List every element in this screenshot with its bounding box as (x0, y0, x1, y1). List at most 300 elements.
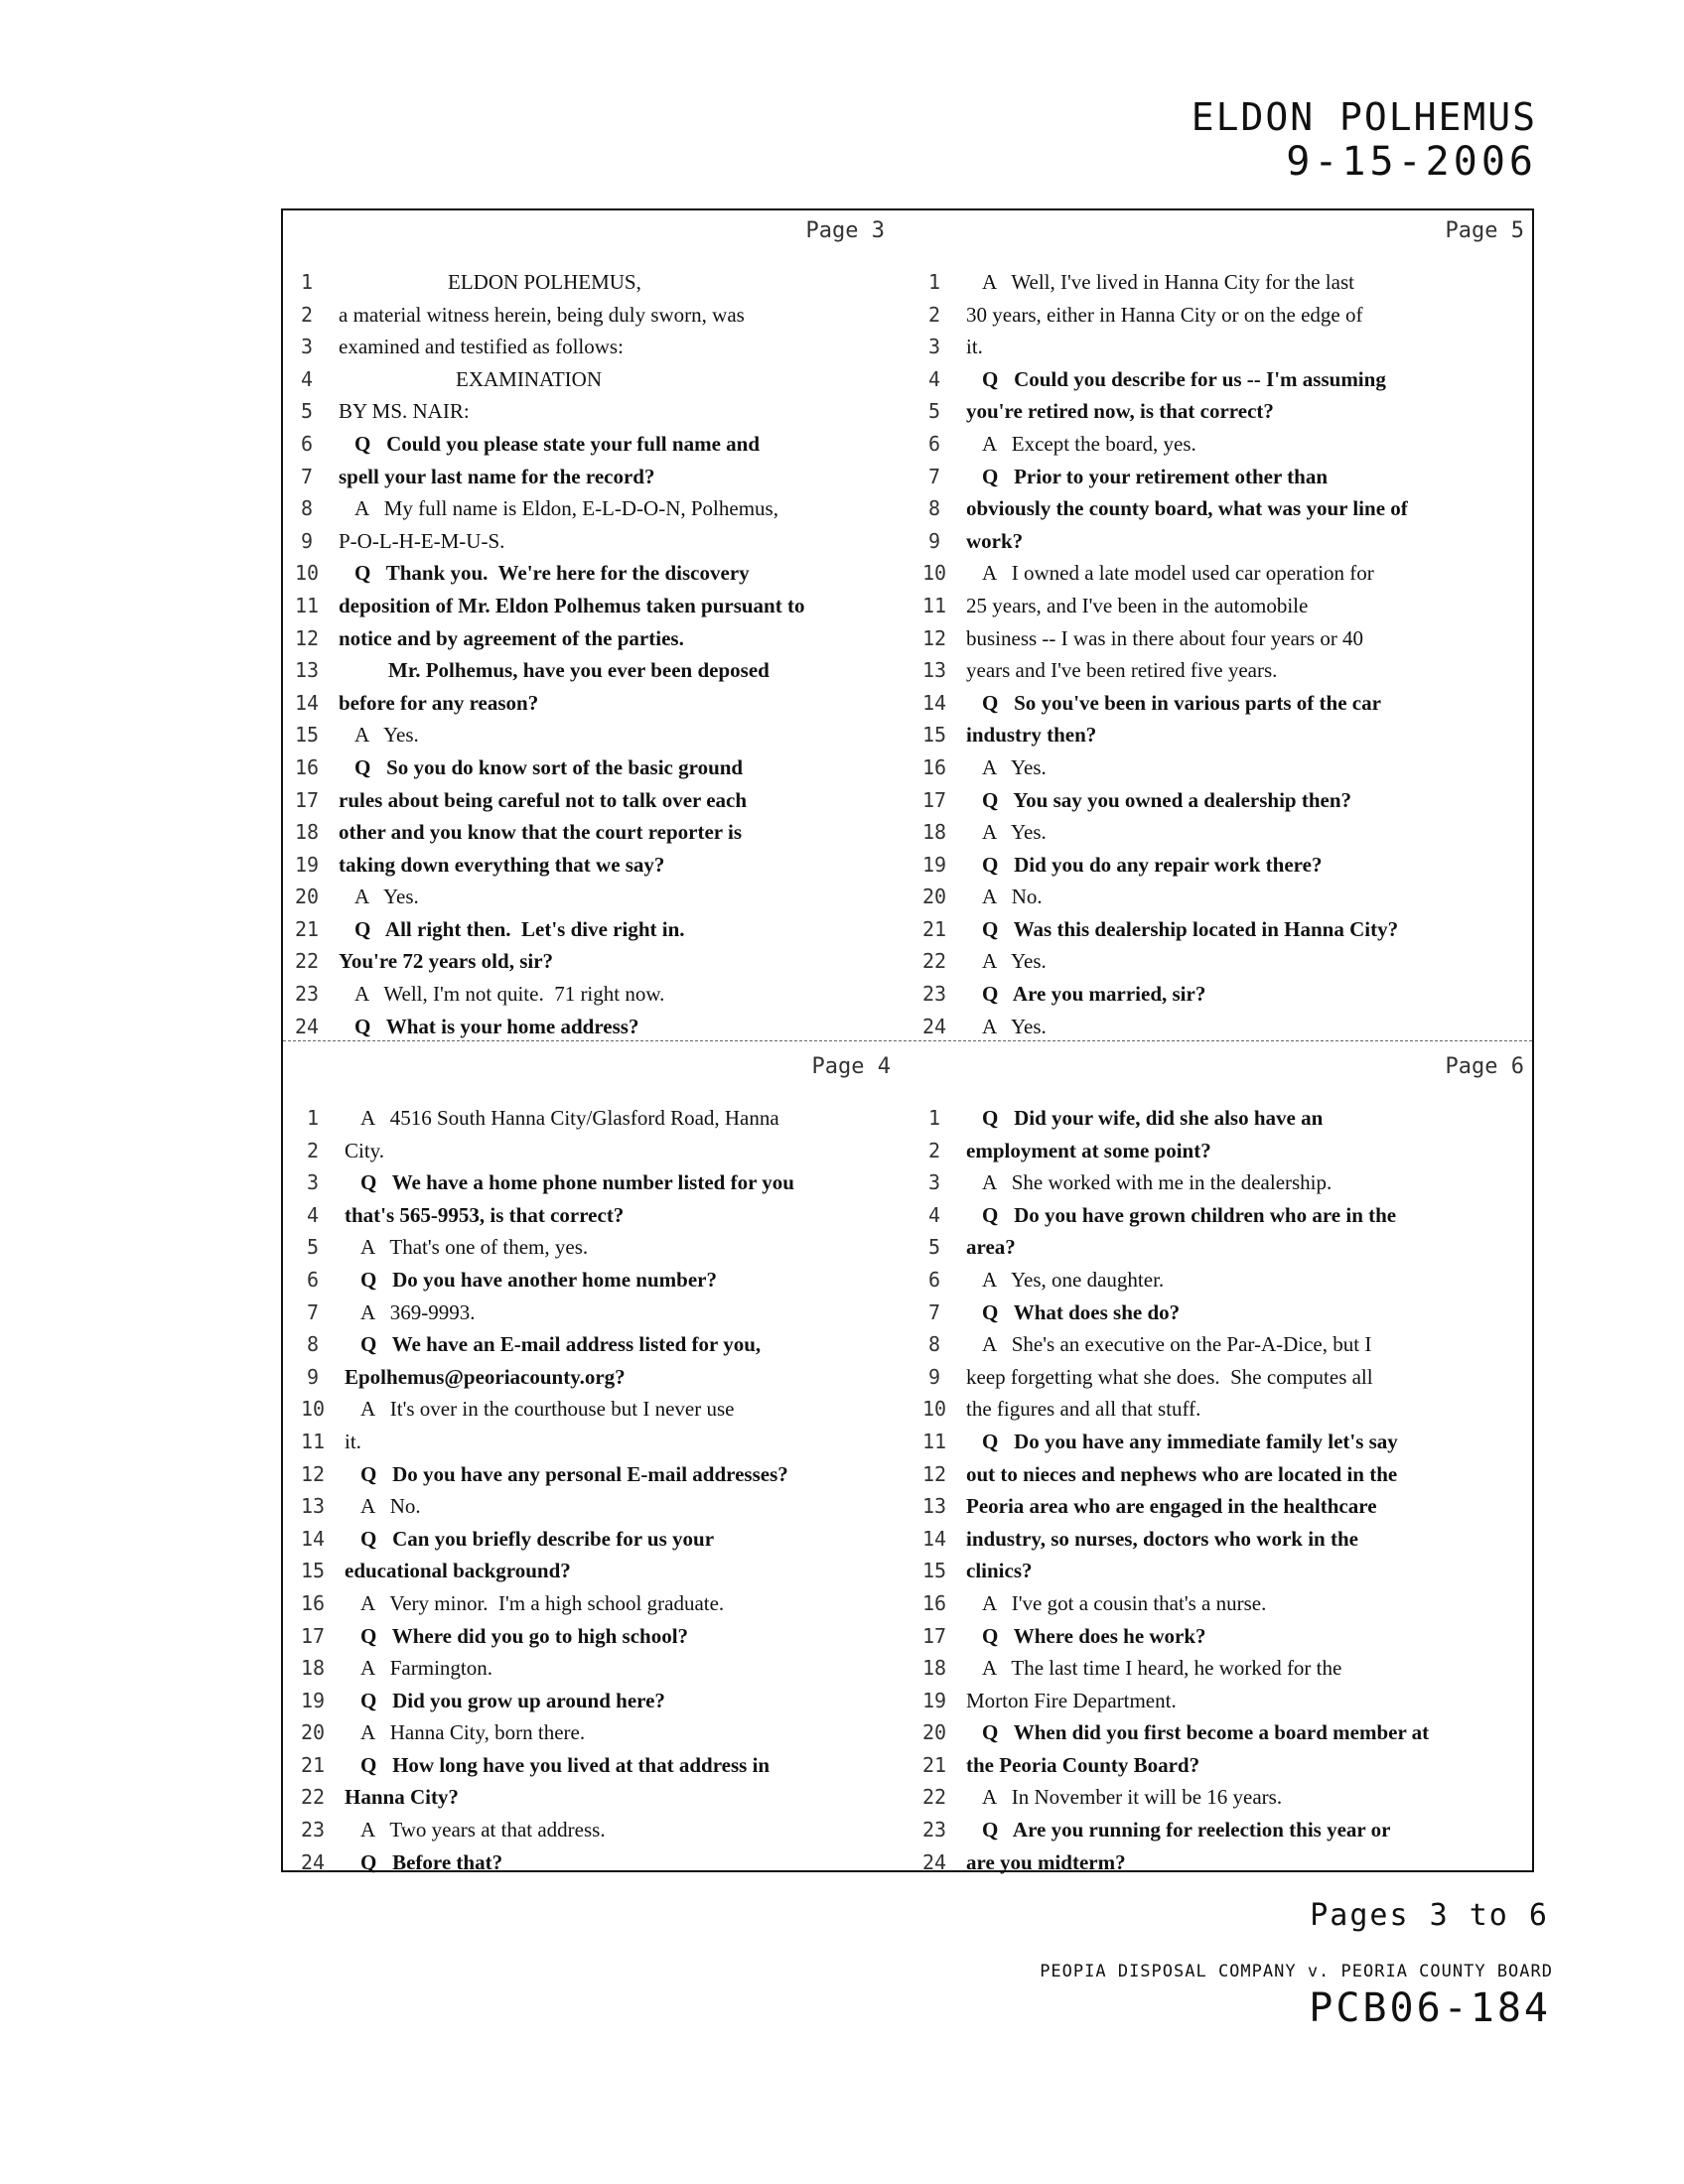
transcript-line (914, 1846, 1532, 1879)
line-text: A 369-9993. (360, 1299, 476, 1324)
line-number: 17 (921, 787, 947, 812)
line-text: A Yes. (982, 754, 1047, 779)
line-number: 15 (294, 723, 320, 748)
line-text: Q Could you please state your full name and (354, 431, 760, 456)
line-number: 22 (921, 949, 947, 974)
line-text: A It's over in the courthouse but I never use (360, 1397, 735, 1422)
line-text: Hanna City? (345, 1785, 459, 1810)
transcript-line (293, 1102, 911, 1135)
line-number: 8 (300, 496, 314, 521)
line-number: 9 (927, 1364, 941, 1389)
line-number: 4 (927, 366, 941, 391)
transcript-line (287, 816, 905, 849)
line-text: industry then? (966, 723, 1097, 748)
page-number-label: Page 6 (1445, 1054, 1524, 1079)
line-text: Q Do you have any personal E-mail addresses? (360, 1461, 788, 1486)
line-text: A Well, I'm not quite. 71 right now. (354, 982, 665, 1007)
line-text: keep forgetting what she does. She computes all (966, 1364, 1373, 1389)
line-number: 17 (921, 1623, 947, 1648)
line-text: A 4516 South Hanna City/Glasford Road, Hanna (360, 1106, 779, 1130)
line-number: 6 (927, 1267, 941, 1292)
line-number: 20 (921, 885, 947, 909)
line-text: Peoria area who are engaged in the healthcare (966, 1494, 1377, 1519)
line-text: a material witness herein, being duly sworn, was (339, 302, 745, 327)
line-number: 23 (921, 1818, 947, 1843)
transcript-line (914, 492, 1532, 525)
line-number: 5 (300, 399, 314, 424)
line-text: A Two years at that address. (360, 1818, 606, 1843)
transcript-line (287, 266, 905, 299)
transcript-line (914, 816, 1532, 849)
line-number: 14 (294, 690, 320, 715)
transcript-line (914, 1652, 1532, 1685)
transcript-page-panel (914, 1046, 1532, 1874)
line-text: obviously the county board, what was your line of (966, 496, 1408, 521)
transcript-line (914, 1166, 1532, 1199)
line-number: 21 (921, 1752, 947, 1777)
line-number: 17 (300, 1623, 326, 1648)
line-text: Q When did you first become a board member at (982, 1720, 1430, 1745)
transcript-line (293, 1264, 911, 1297)
transcript-line (914, 1231, 1532, 1264)
line-text: Q We have a home phone number listed for you (360, 1170, 794, 1195)
transcript-line (287, 461, 905, 493)
line-number: 1 (927, 1106, 941, 1130)
transcript-line (293, 1781, 911, 1814)
line-number: 23 (294, 982, 320, 1007)
transcript-line (293, 1587, 911, 1620)
line-text: Q Where does he work? (982, 1623, 1206, 1648)
transcript-line (914, 1781, 1532, 1814)
line-text: A My full name is Eldon, E-L-D-O-N, Polhemus, (354, 496, 778, 521)
line-text: Q What is your home address? (354, 1014, 639, 1038)
line-text: taking down everything that we say? (339, 852, 665, 877)
transcript-line (287, 492, 905, 525)
transcript-line (287, 945, 905, 978)
line-number: 24 (294, 1014, 320, 1038)
line-number: 20 (300, 1720, 326, 1745)
line-number: 19 (921, 1688, 947, 1712)
line-number: 1 (300, 270, 314, 294)
line-text: industry, so nurses, doctors who work in the (966, 1526, 1358, 1551)
line-number: 18 (921, 820, 947, 845)
transcript-lines (914, 266, 1532, 1042)
page-number-label: Page 3 (805, 218, 885, 243)
line-number: 3 (927, 335, 941, 359)
transcript-line (293, 1135, 911, 1167)
line-number: 10 (921, 561, 947, 586)
transcript-line (287, 428, 905, 461)
transcript-line (914, 1297, 1532, 1329)
transcript-line (914, 945, 1532, 978)
line-text: it. (966, 335, 983, 359)
line-number: 16 (300, 1590, 326, 1615)
page-range-label: Pages 3 to 6 (1310, 1898, 1549, 1933)
line-text: that's 565-9953, is that correct? (345, 1202, 625, 1227)
transcript-line (914, 525, 1532, 558)
line-number: 21 (921, 916, 947, 941)
transcript-line (293, 1685, 911, 1717)
docket-number: PCB06-184 (1309, 1985, 1551, 2031)
line-text: employment at some point? (966, 1138, 1211, 1162)
line-text: Q Do you have grown children who are in the (982, 1202, 1397, 1227)
transcript-line (914, 1716, 1532, 1749)
line-number: 2 (927, 1138, 941, 1162)
line-text: A In November it will be 16 years. (982, 1785, 1283, 1810)
transcript-line (287, 913, 905, 946)
line-text: Q Prior to your retirement other than (982, 464, 1328, 488)
line-number: 5 (927, 399, 941, 424)
transcript-line (914, 1328, 1532, 1361)
line-text: A Very minor. I'm a high school graduate. (360, 1590, 725, 1615)
line-text: Q Where did you go to high school? (360, 1623, 689, 1648)
line-text: work? (966, 528, 1024, 553)
line-text: notice and by agreement of the parties. (339, 625, 684, 650)
transcript-page-panel (914, 210, 1532, 1038)
transcript-page-panel (293, 1046, 911, 1874)
transcript-line (287, 622, 905, 655)
line-text: Q Did your wife, did she also have an (982, 1106, 1324, 1130)
transcript-line (914, 1749, 1532, 1782)
line-number: 24 (300, 1849, 326, 1874)
line-text: Q We have an E-mail address listed for you, (360, 1332, 762, 1357)
transcript-line (287, 590, 905, 622)
transcript-line (293, 1523, 911, 1556)
transcript-line (914, 266, 1532, 299)
transcript-line (914, 1361, 1532, 1394)
line-text: Q Thank you. We're here for the discovery (354, 561, 750, 586)
line-text: Q Could you describe for us -- I'm assuming (982, 366, 1386, 391)
transcript-line (914, 331, 1532, 363)
transcript-line (293, 1555, 911, 1587)
transcript-line (287, 525, 905, 558)
transcript-line (293, 1297, 911, 1329)
transcript-line (287, 299, 905, 332)
line-number: 22 (921, 1785, 947, 1810)
line-number: 4 (300, 366, 314, 391)
line-text: P-O-L-H-E-M-U-S. (339, 528, 505, 553)
transcript-line (287, 849, 905, 882)
transcript-line (287, 331, 905, 363)
transcript-line (287, 654, 905, 687)
line-text: it. (345, 1429, 361, 1453)
line-text: Q You say you owned a dealership then? (982, 787, 1352, 812)
transcript-line (287, 363, 905, 396)
transcript-line (914, 1264, 1532, 1297)
line-number: 22 (294, 949, 320, 974)
line-text: Q So you've been in various parts of the car (982, 690, 1381, 715)
transcript-line (914, 1814, 1532, 1846)
line-text: Q Before that? (360, 1849, 503, 1874)
transcript-line (914, 687, 1532, 720)
line-number: 16 (921, 1590, 947, 1615)
line-text: A Yes, one daughter. (982, 1267, 1165, 1292)
line-text: the figures and all that stuff. (966, 1397, 1201, 1422)
transcript-line (293, 1846, 911, 1879)
line-number: 7 (306, 1299, 320, 1324)
page-number-label: Page 4 (811, 1054, 891, 1079)
line-number: 5 (306, 1235, 320, 1260)
line-text: A She's an executive on the Par-A-Dice, but I (982, 1332, 1372, 1357)
line-text: Q Did you grow up around here? (360, 1688, 665, 1712)
line-text: A I owned a late model used car operation for (982, 561, 1374, 586)
transcript-line (914, 461, 1532, 493)
line-number: 14 (300, 1526, 326, 1551)
line-number: 6 (300, 431, 314, 456)
line-number: 2 (300, 302, 314, 327)
line-text: other and you know that the court reporter is (339, 820, 742, 845)
line-text: A Yes. (982, 1014, 1047, 1038)
line-text: rules about being careful not to talk over each (339, 787, 748, 812)
transcript-line (914, 849, 1532, 882)
line-text: the Peoria County Board? (966, 1752, 1200, 1777)
line-number: 8 (306, 1332, 320, 1357)
line-number: 10 (294, 561, 320, 586)
transcript-line (914, 299, 1532, 332)
transcript-line (914, 881, 1532, 913)
line-text: 25 years, and I've been in the automobile (966, 593, 1309, 617)
transcript-line (914, 1490, 1532, 1523)
transcript-line (914, 1620, 1532, 1653)
line-text: Q How long have you lived at that address in (360, 1752, 771, 1777)
line-number: 1 (927, 270, 941, 294)
line-text: A Well, I've lived in Hanna City for the last (982, 270, 1354, 294)
line-number: 23 (921, 982, 947, 1007)
line-number: 3 (300, 335, 314, 359)
line-text: examined and testified as follows: (339, 335, 624, 359)
line-number: 11 (294, 593, 320, 617)
line-text: BY MS. NAIR: (339, 399, 470, 424)
line-text: Q Are you running for reelection this year or (982, 1818, 1391, 1843)
line-text: Morton Fire Department. (966, 1688, 1177, 1712)
transcript-line (293, 1328, 911, 1361)
transcript-page-panel (287, 210, 905, 1038)
line-text: A I've got a cousin that's a nurse. (982, 1590, 1267, 1615)
line-number: 15 (921, 1559, 947, 1583)
line-text: ELDON POLHEMUS, (448, 270, 641, 294)
case-caption: PEOPIA DISPOSAL COMPANY v. PEORIA COUNTY BOARD (1040, 1962, 1553, 1981)
line-text: 30 years, either in Hanna City or on the edge of (966, 302, 1363, 327)
line-number: 6 (927, 431, 941, 456)
line-number: 8 (927, 496, 941, 521)
line-text: A Yes. (982, 949, 1047, 974)
line-text: A No. (982, 885, 1043, 909)
line-text: A Yes. (982, 820, 1047, 845)
line-text: You're 72 years old, sir? (339, 949, 554, 974)
transcript-line (914, 1426, 1532, 1458)
transcript-line (287, 395, 905, 428)
transcript-line (914, 1102, 1532, 1135)
transcript-line (914, 1523, 1532, 1556)
line-number: 12 (921, 625, 947, 650)
line-text: A She worked with me in the dealership. (982, 1170, 1333, 1195)
line-text: out to nieces and nephews who are located in the (966, 1461, 1398, 1486)
witness-name-header: ELDON POLHEMUS (1191, 95, 1537, 139)
line-number: 16 (921, 754, 947, 779)
transcript-line (293, 1716, 911, 1749)
line-number: 9 (927, 528, 941, 553)
line-number: 15 (921, 723, 947, 748)
line-text: Q Are you married, sir? (982, 982, 1206, 1007)
line-text: Q Did you do any repair work there? (982, 852, 1323, 877)
transcript-line (293, 1490, 911, 1523)
line-text: A Yes. (354, 723, 419, 748)
line-number: 18 (300, 1656, 326, 1681)
transcript-line (293, 1231, 911, 1264)
line-number: 21 (294, 916, 320, 941)
line-text: years and I've been retired five years. (966, 658, 1278, 683)
transcript-line (293, 1458, 911, 1491)
transcript-line (293, 1749, 911, 1782)
line-number: 17 (294, 787, 320, 812)
line-text: Q What does she do? (982, 1299, 1181, 1324)
transcript-line (287, 751, 905, 784)
line-number: 24 (921, 1849, 947, 1874)
transcript-line (914, 363, 1532, 396)
line-text: Epolhemus@peoriacounty.org? (345, 1364, 626, 1389)
line-number: 10 (921, 1397, 947, 1422)
line-number: 14 (921, 690, 947, 715)
line-number: 13 (921, 1494, 947, 1519)
line-text: A No. (360, 1494, 421, 1519)
transcript-line (914, 395, 1532, 428)
line-number: 9 (306, 1364, 320, 1389)
transcript-line (914, 1199, 1532, 1232)
line-text: Q Do you have another home number? (360, 1267, 717, 1292)
line-text: A Hanna City, born there. (360, 1720, 586, 1745)
transcript-lines (293, 1102, 911, 1878)
line-number: 22 (300, 1785, 326, 1810)
line-text: deposition of Mr. Eldon Polhemus taken pursuant to (339, 593, 805, 617)
line-text: A That's one of them, yes. (360, 1235, 589, 1260)
transcript-line (914, 751, 1532, 784)
line-number: 2 (927, 302, 941, 327)
line-number: 2 (306, 1138, 320, 1162)
line-number: 10 (300, 1397, 326, 1422)
transcript-line (287, 881, 905, 913)
line-text: Q So you do know sort of the basic ground (354, 754, 744, 779)
line-number: 24 (921, 1014, 947, 1038)
line-text: educational background? (345, 1559, 571, 1583)
transcript-line (914, 654, 1532, 687)
line-text: Q Was this dealership located in Hanna City? (982, 916, 1399, 941)
line-number: 13 (294, 658, 320, 683)
transcript-line (293, 1393, 911, 1426)
line-number: 7 (300, 464, 314, 488)
line-number: 14 (921, 1526, 947, 1551)
transcript-line (287, 784, 905, 817)
transcript-line (293, 1652, 911, 1685)
transcript-line (914, 1011, 1532, 1043)
deposition-date-header: 9-15-2006 (1286, 139, 1537, 185)
transcript-line (293, 1199, 911, 1232)
transcript-line (914, 978, 1532, 1011)
transcript-line (914, 1458, 1532, 1491)
line-number: 9 (300, 528, 314, 553)
line-text: A Except the board, yes. (982, 431, 1196, 456)
transcript-line (914, 1587, 1532, 1620)
transcript-line (287, 557, 905, 590)
line-number: 5 (927, 1235, 941, 1260)
line-number: 8 (927, 1332, 941, 1357)
transcript-lines (914, 1102, 1532, 1878)
transcript-line (293, 1620, 911, 1653)
line-number: 3 (306, 1170, 320, 1195)
line-number: 4 (306, 1202, 320, 1227)
line-text: City. (345, 1138, 385, 1162)
line-number: 11 (921, 593, 947, 617)
line-text: A The last time I heard, he worked for the (982, 1656, 1342, 1681)
line-number: 19 (294, 852, 320, 877)
transcript-line (914, 719, 1532, 751)
line-number: 20 (294, 885, 320, 909)
transcript-line (914, 1685, 1532, 1717)
line-text: Q Do you have any immediate family let's say (982, 1429, 1398, 1453)
line-text: clinics? (966, 1559, 1033, 1583)
transcript-line (293, 1166, 911, 1199)
line-text: area? (966, 1235, 1016, 1260)
line-number: 12 (921, 1461, 947, 1486)
line-text: business -- I was in there about four years or 40 (966, 625, 1364, 650)
transcript-frame (281, 208, 1534, 1872)
transcript-line (287, 1011, 905, 1043)
line-number: 6 (306, 1267, 320, 1292)
transcript-line (914, 590, 1532, 622)
transcript-lines (287, 266, 905, 1042)
line-text: EXAMINATION (456, 366, 602, 391)
line-number: 1 (306, 1106, 320, 1130)
line-text: spell your last name for the record? (339, 464, 655, 488)
line-text: Q Can you briefly describe for us your (360, 1526, 715, 1551)
page-number-label: Page 5 (1445, 218, 1524, 243)
line-number: 16 (294, 754, 320, 779)
line-number: 18 (921, 1656, 947, 1681)
line-number: 4 (927, 1202, 941, 1227)
line-text: Mr. Polhemus, have you ever been deposed (388, 658, 770, 683)
line-number: 12 (294, 625, 320, 650)
line-number: 15 (300, 1559, 326, 1583)
line-number: 21 (300, 1752, 326, 1777)
transcript-line (293, 1361, 911, 1394)
line-text: are you midterm? (966, 1849, 1126, 1874)
line-number: 13 (300, 1494, 326, 1519)
line-text: you're retired now, is that correct? (966, 399, 1274, 424)
transcript-line (914, 557, 1532, 590)
page-divider (283, 1040, 1532, 1041)
line-number: 23 (300, 1818, 326, 1843)
line-text: A Farmington. (360, 1656, 493, 1681)
transcript-line (914, 913, 1532, 946)
transcript-line (914, 1135, 1532, 1167)
transcript-line (287, 719, 905, 751)
line-number: 11 (300, 1429, 326, 1453)
line-number: 3 (927, 1170, 941, 1195)
transcript-line (914, 1555, 1532, 1587)
transcript-line (914, 622, 1532, 655)
transcript-line (914, 1393, 1532, 1426)
line-number: 20 (921, 1720, 947, 1745)
line-text: Q All right then. Let's dive right in. (354, 916, 685, 941)
line-number: 19 (921, 852, 947, 877)
line-number: 7 (927, 1299, 941, 1324)
transcript-line (914, 428, 1532, 461)
line-number: 13 (921, 658, 947, 683)
line-number: 18 (294, 820, 320, 845)
line-number: 11 (921, 1429, 947, 1453)
transcript-line (287, 978, 905, 1011)
transcript-line (914, 784, 1532, 817)
line-number: 19 (300, 1688, 326, 1712)
